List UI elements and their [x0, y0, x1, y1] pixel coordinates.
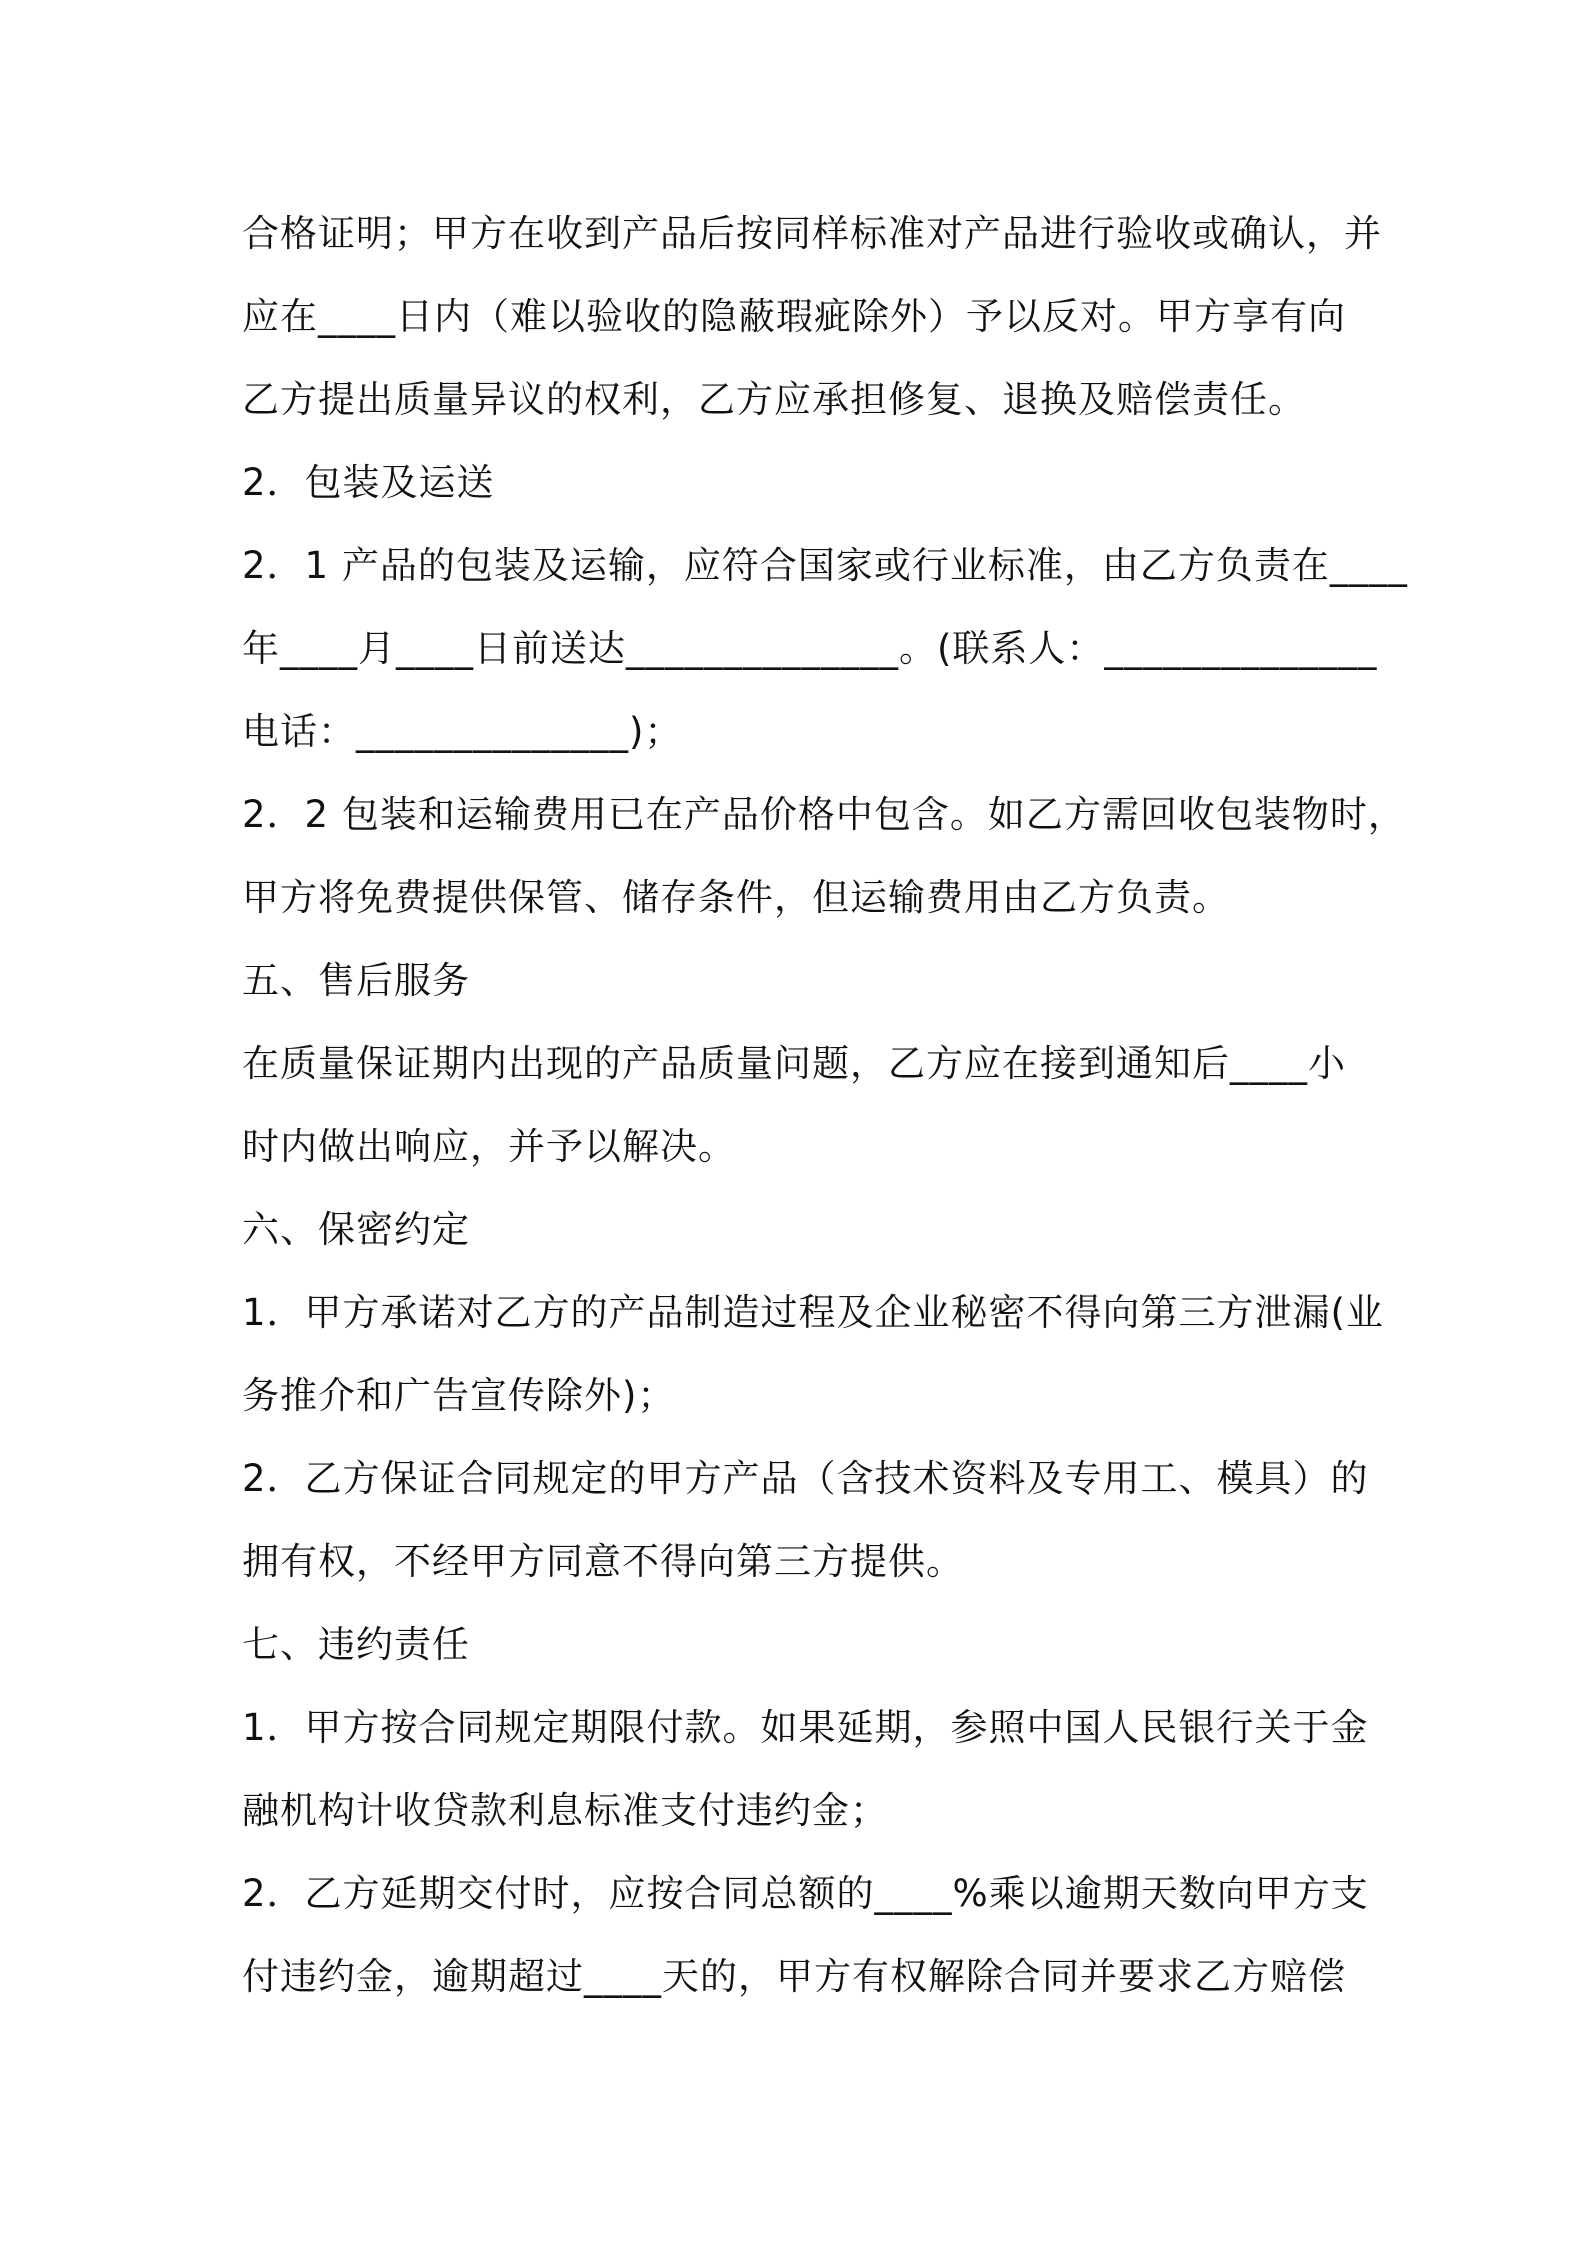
text-line: 电话：______________)；: [242, 710, 683, 753]
text-line: 务推介和广告宣传除外)；: [242, 1374, 676, 1417]
text-line: 2．1 产品的包装及运输，应符合国家或行业标准，由乙方负责在____: [242, 544, 1408, 587]
text-line: 1．甲方承诺对乙方的产品制造过程及企业秘密不得向第三方泄漏(业: [242, 1291, 1384, 1334]
section-heading: 七、违约责任: [242, 1623, 470, 1666]
text-line: 拥有权，不经甲方同意不得向第三方提供。: [242, 1540, 964, 1583]
text-line: 在质量保证期内出现的产品质量问题，乙方应在接到通知后____小: [242, 1042, 1346, 1085]
text-line: 年____月____日前送达______________。(联系人：______________: [242, 627, 1378, 670]
text-line: 2．2 包装和运输费用已在产品价格中包含。如乙方需回收包装物时，: [242, 793, 1406, 836]
section-heading: 六、保密约定: [242, 1208, 470, 1251]
text-line: 融机构计收贷款利息标准支付违约金；: [242, 1789, 888, 1832]
text-line: 应在____日内（难以验收的隐蔽瑕疵除外）予以反对。甲方享有向: [242, 295, 1346, 338]
text-line: 2．乙方保证合同规定的甲方产品（含技术资料及专用工、模具）的: [242, 1457, 1369, 1500]
document-body: [242, 192, 1408, 2018]
text-line: 1．甲方按合同规定期限付款。如果延期，参照中国人民银行关于金: [242, 1706, 1369, 1749]
section-heading: 五、售后服务: [242, 959, 470, 1002]
text-line: 付违约金，逾期超过____天的，甲方有权解除合同并要求乙方赔偿: [242, 1955, 1346, 1998]
text-line: 时内做出响应，并予以解决。: [242, 1125, 736, 1168]
text-line: 合格证明；甲方在收到产品后按同样标准对产品进行验收或确认，并: [242, 212, 1382, 255]
section-heading: 2．包装及运送: [242, 461, 495, 504]
text-line: 2．乙方延期交付时，应按合同总额的____%乘以逾期天数向甲方支: [242, 1872, 1369, 1915]
text-line: 乙方提出质量异议的权利，乙方应承担修复、退换及赔偿责任。: [242, 378, 1306, 421]
text-line: 甲方将免费提供保管、储存条件，但运输费用由乙方负责。: [242, 876, 1230, 919]
